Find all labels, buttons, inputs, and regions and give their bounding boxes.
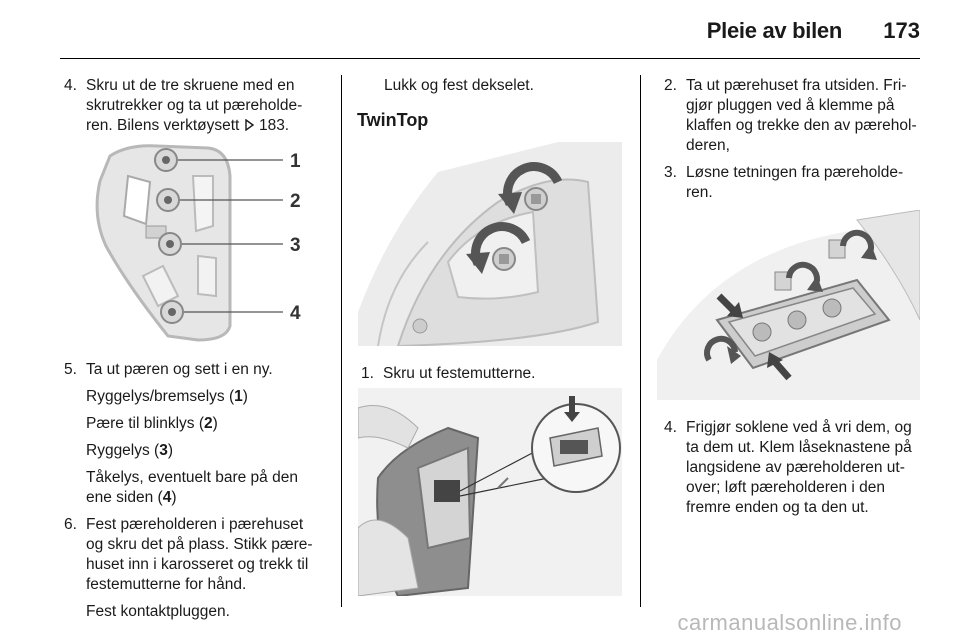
step-number: 5. [64, 361, 77, 378]
screw-4 [161, 301, 183, 323]
step-number: 4. [64, 77, 77, 94]
step-number: 6. [64, 516, 77, 533]
text-line: og skru det på plass. Stikk pære- [86, 536, 313, 553]
callout-2: 2 [290, 191, 301, 212]
bulb-holder-removal-figure [657, 210, 920, 400]
step-4-block [60, 76, 338, 136]
step-4-block-col3 [660, 418, 924, 518]
text-span: ren. Bilens verktøysett [86, 117, 244, 134]
column-1-lower [60, 360, 338, 622]
text-line: ta dem ut. Klem låseknastene på [686, 439, 912, 456]
bulb-line-4b [60, 488, 338, 508]
tail-lamp-removal-figure [358, 388, 622, 596]
text-line: ren. [686, 184, 713, 201]
step-number: 3. [664, 164, 677, 181]
text-span: Ryggelys ( [86, 442, 160, 459]
bulb-line-2 [60, 414, 338, 434]
text-line: Fest pæreholderen i pærehuset [86, 516, 304, 533]
section-title-twintop: TwinTop [357, 110, 429, 130]
text-line: Løsne tetningen fra pæreholde- [686, 164, 904, 181]
bulb-line-1 [60, 387, 338, 407]
header-rule [60, 58, 920, 59]
step-number: 4. [664, 419, 677, 436]
page-header-title: Pleie av bilen [706, 18, 842, 43]
screw-2 [157, 189, 179, 211]
column-divider-2 [640, 75, 641, 607]
text-line: Skru ut festemutterne. [383, 365, 536, 382]
nut-upper [525, 188, 547, 210]
text-span: ) [212, 415, 218, 432]
close-cover-text: Lukk og fest dekselet. [384, 77, 534, 94]
text-line: huset inn i karosseret og trekk til [86, 556, 309, 573]
step-number: 1. [361, 365, 374, 382]
column-1 [60, 76, 338, 136]
text-line: Ta ut pæren og sett i en ny. [86, 361, 273, 378]
nut-lower [493, 248, 515, 270]
bulb-line-4: Tåkelys, eventuelt bare på den [86, 469, 298, 486]
callout-3: 3 [290, 235, 301, 256]
text-line: over; løft pæreholderen i den [686, 479, 886, 496]
step-6-followup: Fest kontaktpluggen. [86, 603, 230, 620]
trunk-panel-figure [358, 142, 622, 346]
text-line: skrutrekker og ta ut pæreholde- [86, 97, 303, 114]
screw-1 [155, 149, 177, 171]
text-line: langsidene av pæreholderen ut- [686, 459, 905, 476]
column-3 [660, 76, 924, 203]
bold-number: 2 [204, 415, 213, 432]
step-number: 2. [664, 77, 677, 94]
page-number: 173 [883, 18, 920, 43]
bold-number: 1 [234, 388, 243, 405]
bulb-line-3 [60, 441, 338, 461]
callout-1: 1 [290, 151, 301, 172]
text-line: Frigjør soklene ved å vri dem, og [686, 419, 912, 436]
step-5-block [60, 360, 338, 380]
column-divider-1 [341, 75, 342, 607]
text-line: deren, [686, 137, 730, 154]
text-span: ) [167, 442, 174, 459]
step-2-block [660, 76, 924, 156]
text-span: Ryggelys/bremselys ( [86, 388, 235, 405]
text-span: ) [242, 388, 248, 405]
text-line: gjør pluggen ved å klemme på [686, 97, 895, 114]
text-line: festemutterne for hånd. [86, 576, 247, 593]
bold-number: 4 [162, 489, 172, 506]
twintop-step-1 [357, 364, 627, 384]
bold-number: 3 [159, 442, 168, 459]
text-span: ene siden ( [86, 489, 163, 506]
step-1-block [357, 364, 627, 384]
column-3-lower [660, 418, 924, 518]
text-line: fremre enden og ta den ut. [686, 499, 869, 516]
step-3-block [660, 163, 924, 203]
text-span: 183. [254, 117, 290, 134]
bulb-holder-figure [88, 136, 322, 346]
triangle-reference-icon[interactable] [244, 119, 255, 131]
step-6-block [60, 515, 338, 595]
text-line: Skru ut de tre skruene med en [86, 77, 295, 94]
watermark: carmanualsonline.info [677, 610, 902, 635]
callout-4: 4 [290, 303, 301, 324]
screw-3 [159, 233, 181, 255]
text-line: Ta ut pærehuset fra utsiden. Fri- [686, 77, 907, 94]
text-line [86, 116, 338, 136]
text-span: Pære til blinklys ( [86, 415, 204, 432]
text-line: klaffen og trekke den av pærehol- [686, 117, 917, 134]
text-span: ) [171, 489, 177, 506]
